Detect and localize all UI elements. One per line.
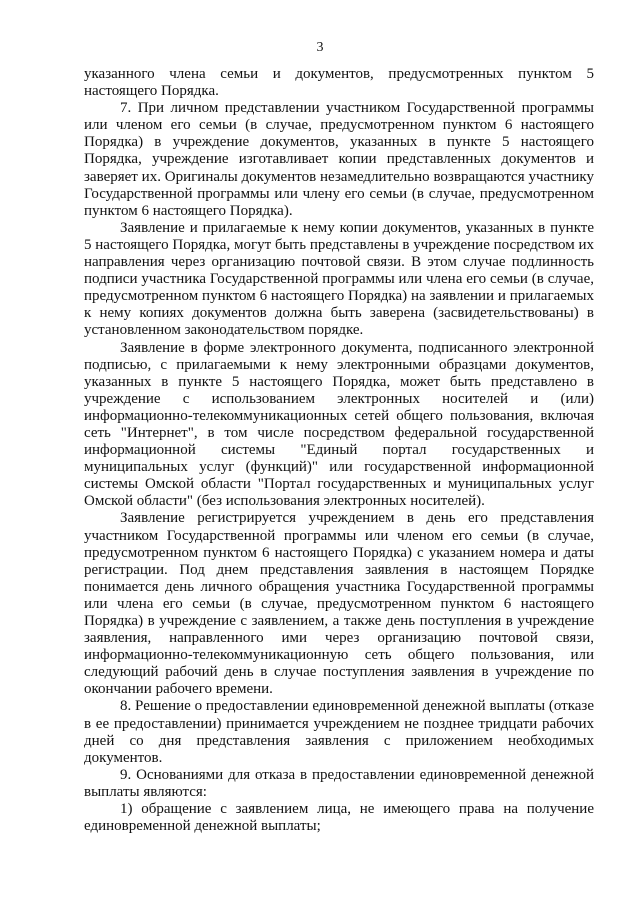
page-number: 3 (316, 40, 324, 55)
paragraph-continuation: указанного члена семьи и документов, предусмотренных пунктом 5 настоящего Порядка. (84, 66, 594, 100)
document-body (84, 66, 594, 835)
paragraph-item-9: 9. Основаниями для отказа в предоставлении единовременной денежной выплаты являются: (84, 766, 594, 800)
paragraph-item-8: 8. Решение о предоставлении единовременной денежной выплаты (отказе в ее предоставлении) принимается учреждением не позднее тридцати рабочих дней со дня представления заявления с приложением необходимых документов. (84, 698, 594, 766)
paragraph-postal-submission: Заявление и прилагаемые к нему копии документов, указанных в пункте 5 настоящего Порядка, могут быть представлены в учреждение посредством их направления через организацию почтовой связи. В этом случае подлинность подписи участника Государственной программы или члена его семьи (в случае, предусмотренном пунктом 6 настоящего Порядка) на заявлении и прилагаемых к нему копиях документов должна быть заверена (засвидетельствованы) в установленном законодательством порядке. (84, 219, 594, 339)
paragraph-electronic-submission: Заявление в форме электронного документа, подписанного электронной подписью, с прилагаемыми к нему электронными образцами документов, указанных в пункте 5 настоящего Порядка, может быть представлено в учреждение с использованием электронных носителей и (или) информационно-телекоммуникационных сетей общего пользования, включая сеть "Интернет", в том числе посредством федеральной государственной информационной системы "Единый портал государственных и муниципальных услуг (функций)" или государственной информационной системы Омской области "Портал государственных и муниципальных услуг Омской области" (без использования электронных носителей). (84, 339, 594, 510)
paragraph-item-9-1: 1) обращение с заявлением лица, не имеющего права на получение единовременной денежной выплаты; (84, 801, 594, 835)
paragraph-item-7: 7. При личном представлении участником Государственной программы или членом его семьи (в случае, предусмотренном пунктом 6 настоящего Порядка) в учреждение документов, указанных в пункте 5 настоящего Порядка, учреждение изготавливает копии представленных документов и заверяет их. Оригиналы документов незамедлительно возвращаются участнику Государственной программы или члену его семьи (в случае, предусмотренном пунктом 6 настоящего Порядка). (84, 100, 594, 219)
paragraph-registration: Заявление регистрируется учреждением в день его представления участником Государственной программы или членом его семьи (в случае, предусмотренном пунктом 6 настоящего Порядка) с указанием номера и даты регистрации. Под днем представления заявления в настоящем Порядке понимается день личного обращения участника Государственной программы или члена его семьи (в случае, предусмотренном пунктом 6 настоящего Порядка) в учреждение с заявлением, а также день поступления в учреждение заявления, направленного ими через организацию почтовой связи, информационно-телекоммуникационную сеть общего пользования, или следующий рабочий день в случае поступления заявления в учреждение по окончании рабочего времени. (84, 510, 594, 698)
